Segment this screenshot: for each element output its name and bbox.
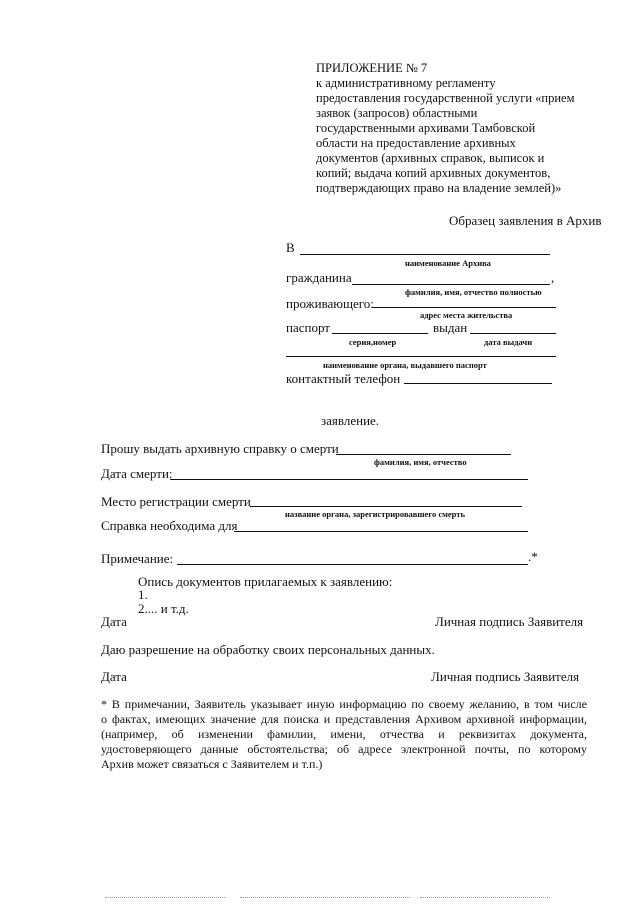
issuing-authority-caption: наименование органа, выдавшего паспорт: [323, 360, 487, 370]
header-line: подтверждающих право на владение землей)»: [316, 181, 562, 195]
header-line: предоставления государственной услуги «прием: [316, 91, 575, 105]
death-place-caption: название органа, зарегистрировавшего смерть: [285, 509, 465, 519]
death-place-line[interactable]: [250, 506, 522, 507]
phone-line[interactable]: [404, 383, 552, 384]
scan-artifact: [420, 897, 550, 898]
issue-date-caption: дата выдачи: [484, 337, 533, 347]
needed-for-label: Справка необходима для: [101, 518, 238, 533]
request-label: Прошу выдать архивную справку о смерти: [101, 441, 339, 456]
deceased-name-caption: фамилия, имя, отчество: [374, 457, 467, 467]
header-line: к административному регламенту: [316, 76, 496, 90]
footnote-line: (например, об изменении фамилии, имени, отчества и реквизитах документа,: [101, 727, 587, 741]
deceased-name-line[interactable]: [336, 454, 511, 455]
footnote-line: о фактах, имеющих значение для поиска и представления Архивом архивной информации,: [101, 712, 587, 726]
death-date-label: Дата смерти:: [101, 466, 173, 481]
signature-label: Личная подпись Заявителя: [431, 669, 580, 684]
needed-for-line[interactable]: [234, 531, 528, 532]
header-line: области на предоставление архивных: [316, 136, 516, 150]
footnote-line: * В примечании, Заявитель указывает иную информацию по своему желанию, в том числе: [101, 697, 587, 711]
scan-artifact: [105, 897, 225, 898]
passport-label: паспорт: [286, 320, 330, 335]
citizen-name-caption: фамилия, имя, отчество полностью: [405, 287, 542, 297]
attachment-item: 2.... и т.д.: [138, 601, 189, 616]
appendix-header: [316, 61, 616, 196]
header-line: государственными архивами Тамбовской: [316, 121, 536, 135]
attachments-title: Опись документов прилагаемых к заявлению:: [138, 574, 393, 589]
scan-artifact: [240, 897, 410, 898]
citizen-label: гражданина: [286, 270, 352, 285]
to-label: В: [286, 240, 295, 255]
header-line: копий; выдача копий архивных документов,: [316, 166, 551, 180]
issue-date-line[interactable]: [470, 333, 556, 334]
attachment-item: 1.: [138, 587, 148, 602]
application-word: заявление.: [321, 413, 380, 428]
death-place-label: Место регистрации смерти: [101, 494, 251, 509]
header-line: заявок (запросов) областными: [316, 106, 478, 120]
archive-name-line[interactable]: [300, 254, 550, 255]
consent-text: Даю разрешение на обработку своих персональных данных.: [101, 642, 435, 657]
issuing-authority-line[interactable]: [286, 356, 556, 357]
issued-label: выдан: [433, 320, 468, 335]
archive-name-caption: наименование Архива: [405, 258, 491, 268]
signature-label: Личная подпись Заявителя: [435, 614, 584, 629]
citizen-name-line[interactable]: [352, 284, 550, 285]
footnote-line: Архив может связаться с Заявителем и т.п.): [101, 757, 323, 771]
footnote: [101, 697, 587, 772]
sample-title: Образец заявления в Архив: [449, 213, 602, 228]
address-caption: адрес места жительства: [420, 310, 513, 320]
date-label: Дата: [101, 669, 127, 684]
note-line[interactable]: [177, 564, 528, 565]
address-line[interactable]: [372, 307, 556, 308]
series-caption: серия,номер: [349, 337, 397, 347]
appendix-title: ПРИЛОЖЕНИЕ № 7: [316, 61, 428, 75]
death-date-line[interactable]: [170, 479, 528, 480]
header-line: документов (архивных справок, выписок и: [316, 151, 545, 165]
note-label: Примечание:: [101, 551, 174, 566]
residing-label: проживающего:: [286, 296, 374, 311]
note-mark: .*: [528, 549, 538, 564]
footnote-line: удостоверяющего данные обстоятельства; об адресе электронной почты, по которому: [101, 742, 587, 756]
date-label: Дата: [101, 614, 127, 629]
phone-label: контактный телефон: [286, 371, 401, 386]
passport-number-line[interactable]: [332, 333, 428, 334]
